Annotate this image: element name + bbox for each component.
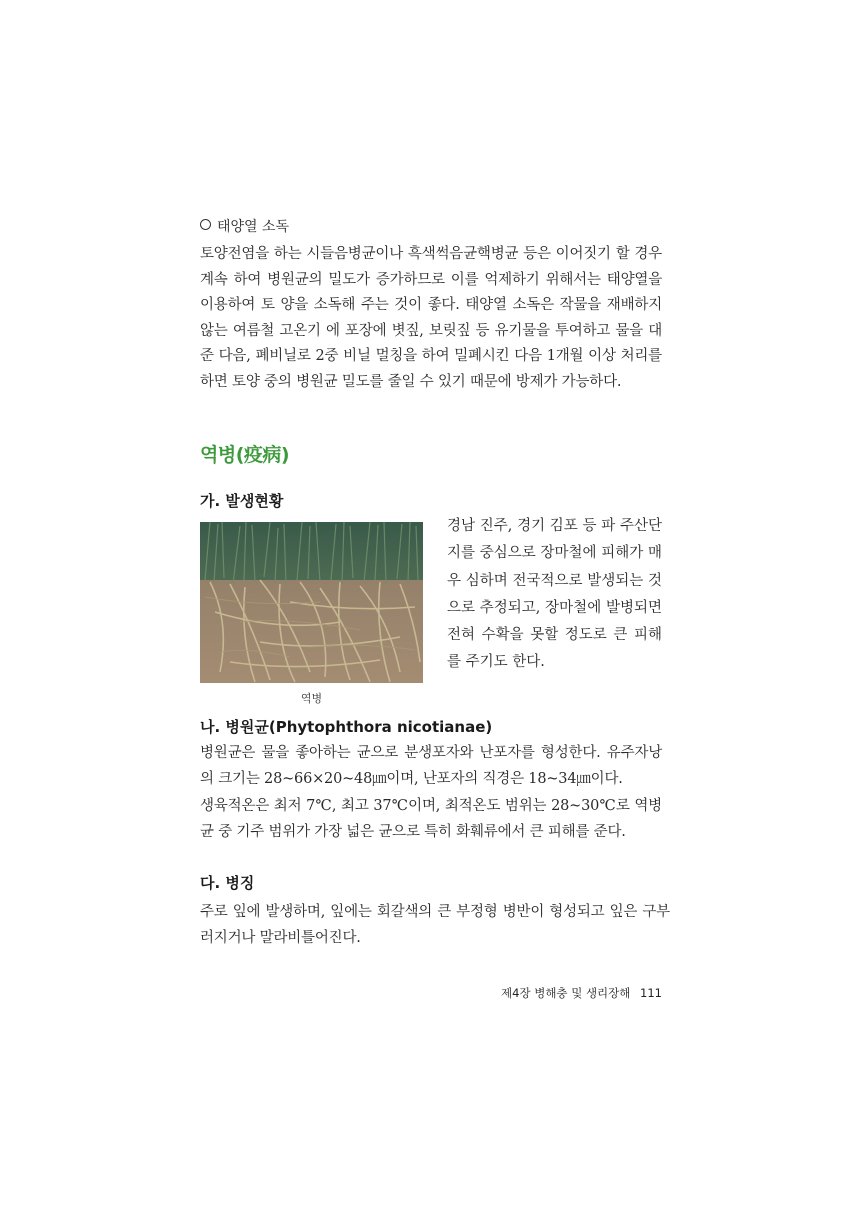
solar-disinfection-paragraph: 토양전염을 하는 시들음병균이나 흑색썩음균핵병균 등은 이어짓기 할 경우 계속 하여 병원균의 밀도가 증가하므로 이를 억제하기 위해서는 태양열을 이용하여 토 양을 소독해 주는 것이 좋다. 태양열 소독은 작물을 재배하지 않는 여름철 고온기 에 포장에 볏짚, 보릿짚 등 유기물을 투여하고 물을 대준 다음, 폐비닐로 2중 비닐 멀칭을 하여 밀폐시킨 다음 1개월 이상 처리를 하면 토양 중의 병원균 밀도를 줄일 수 있기 때문에 방제가 가능하다.: [200, 246, 662, 390]
pathogen-paragraph-2: 생육적온은 최저 7℃, 최고 37℃이며, 최적온도 범위는 28~30℃로 역병균 중 기주 범위가 가장 넓은 균으로 특히 화훼류에서 큰 피해를 준다.: [200, 798, 662, 840]
occurrence-paragraph: 경남 진주, 경기 김포 등 파 주산단지를 중심으로 장마철에 피해가 매우 심하며 전국적으로 발생되는 것으로 추정되고, 장마철에 발병되면 전혀 수확을 못할 정도로 큰 피해를 주기도 한다.: [447, 518, 662, 671]
pathogen-heading: 나. 병원균(Phytophthora nicotianae): [200, 718, 493, 736]
footer-chapter: 제4장 병해충 및 생리장해: [501, 986, 631, 1000]
circle-bullet-icon: [200, 219, 211, 230]
section-title: 역병(疫病): [200, 444, 290, 466]
photo-caption: 역병: [300, 692, 323, 705]
pathogen-paragraph-1: 병원균은 물을 좋아하는 균으로 분생포자와 난포자를 형성한다. 유주자낭의 크기는 28~66×20~48㎛이며, 난포자의 직경은 18~34㎛이다.: [200, 745, 662, 787]
solar-disinfection-heading: [200, 216, 670, 238]
phytophthora-photo: [200, 522, 423, 683]
symptoms-paragraph: 주로 잎에 발생하며, 잎에는 회갈색의 큰 부정형 병반이 형성되고 잎은 구부러지거나 말라비틀어진다.: [200, 904, 670, 946]
symptoms-heading: 다. 병징: [200, 874, 255, 892]
page-footer: [420, 985, 662, 1001]
solar-heading-text: 태양열 소독: [217, 219, 290, 235]
occurrence-heading: 가. 발생현황: [200, 492, 284, 510]
page-number: 111: [640, 986, 662, 1000]
